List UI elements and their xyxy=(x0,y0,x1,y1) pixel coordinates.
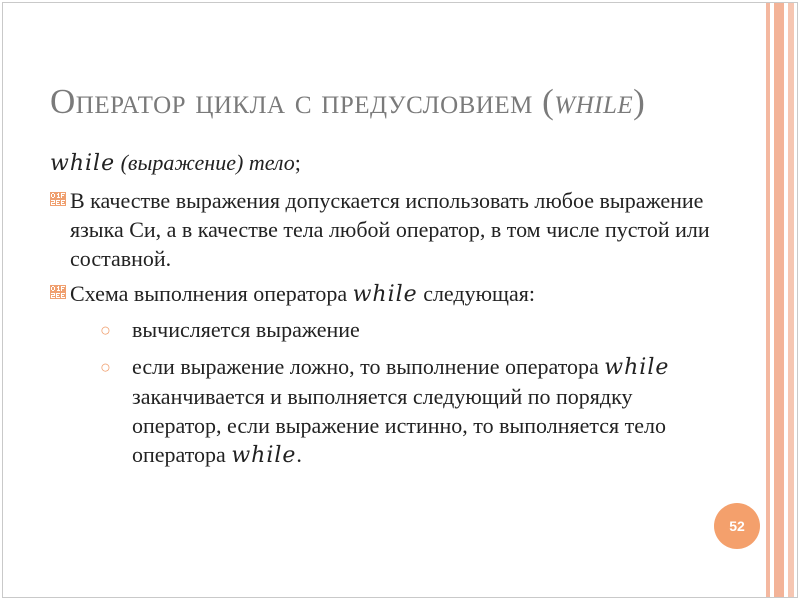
bullet-marker-icon: 🋮 xyxy=(50,285,66,302)
sub-bullet-keyword: while xyxy=(231,443,297,468)
title-keyword: while xyxy=(554,82,634,121)
bullet-text-after: следующая: xyxy=(417,281,535,306)
syntax-keyword: while xyxy=(50,151,116,176)
stripe-wide xyxy=(774,3,784,597)
page-number-badge: 52 xyxy=(714,503,760,549)
sub-bullet-part2: заканчивается и выполняется следующий по порядку оператор, если выражение истинно, то выполняется тело оператора xyxy=(132,384,667,467)
syntax-body: тело xyxy=(248,150,295,175)
syntax-expression: (выражение) xyxy=(115,150,249,175)
syntax-terminator: ; xyxy=(294,150,301,175)
circle-marker-icon: ○ xyxy=(100,320,111,340)
bullet-text-before: Схема выполнения оператора xyxy=(70,281,353,306)
title-suffix: ) xyxy=(633,82,646,121)
sub-bullet-part1: если выражение ложно, то выполнение оператора xyxy=(132,354,605,379)
slide-title xyxy=(50,82,645,122)
syntax-line xyxy=(50,150,301,176)
bullet-item xyxy=(50,186,730,273)
bullet-text: В качестве выражения допускается использовать любое выражение языка Си, а в качестве тела любой оператор, в том числе пустой или составной. xyxy=(70,188,710,271)
stripe-light xyxy=(788,3,794,597)
sub-bullet-text: вычисляется выражение xyxy=(132,317,360,342)
sub-bullet-keyword: while xyxy=(604,355,670,380)
title-prefix: Оператор цикла с предусловием ( xyxy=(50,82,555,121)
circle-marker-icon: ○ xyxy=(100,357,111,377)
bullet-list xyxy=(50,186,730,478)
bullet-item xyxy=(50,279,730,309)
sub-bullet-item xyxy=(50,352,692,470)
bullet-marker-icon: 🋮 xyxy=(50,192,66,209)
decorative-stripes xyxy=(766,3,796,597)
sub-bullet-item xyxy=(50,315,692,344)
stripe-thin xyxy=(766,3,770,597)
bullet-keyword: while xyxy=(352,282,418,307)
sub-bullet-part3: . xyxy=(296,442,302,467)
